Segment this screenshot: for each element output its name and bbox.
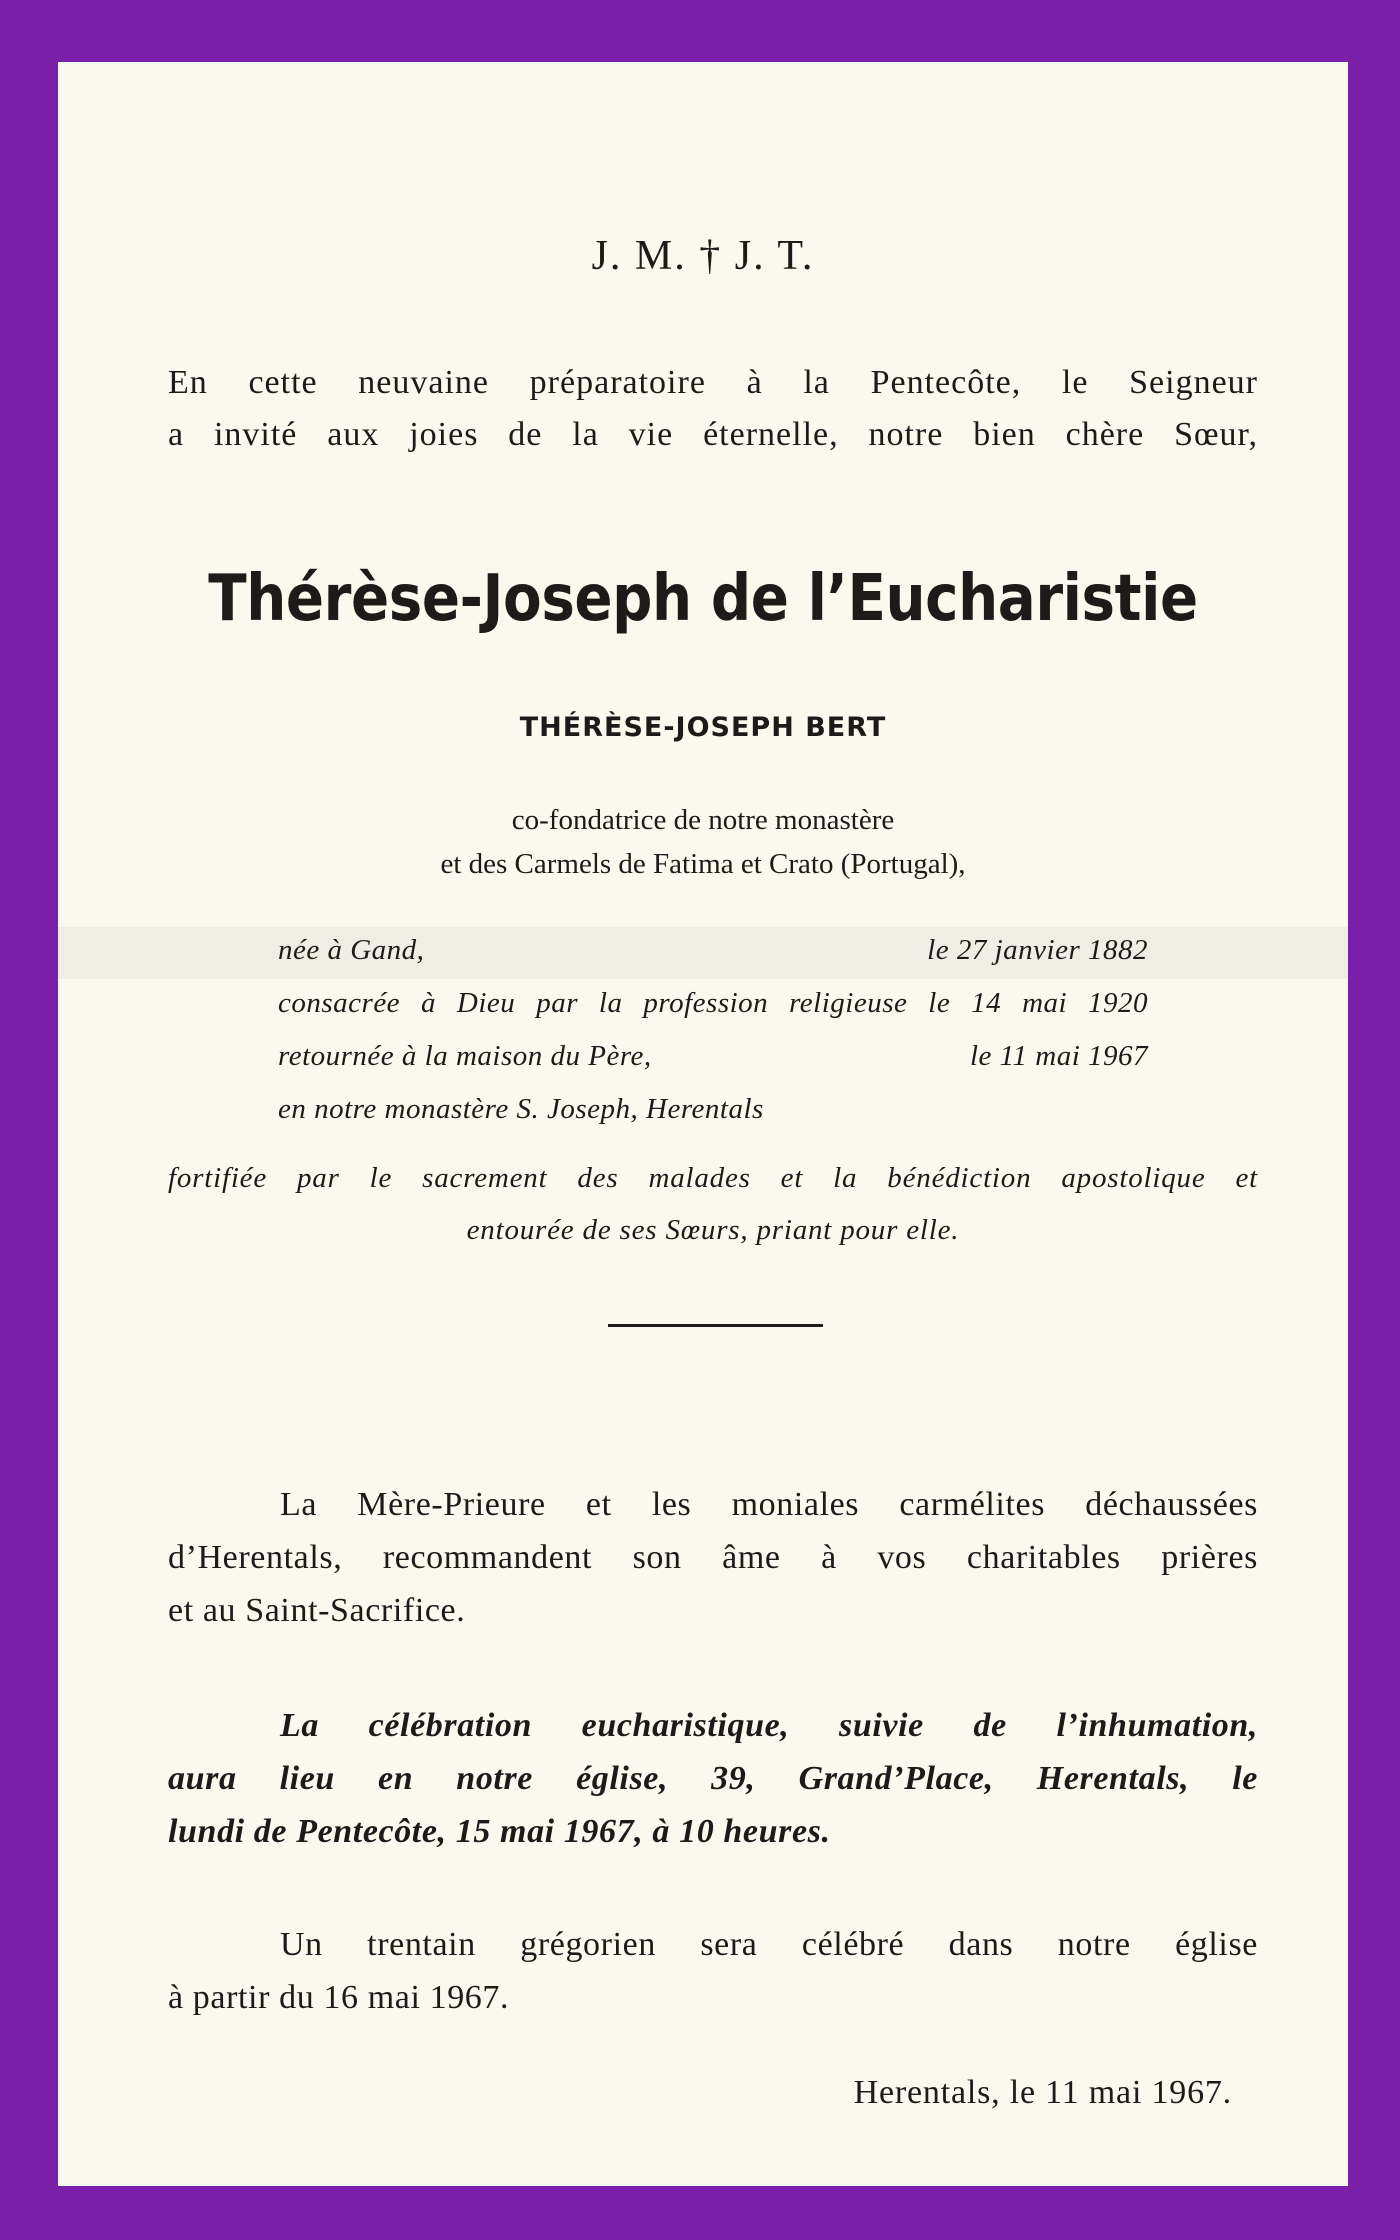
birth-date: le 27 janvier 1882	[927, 934, 1148, 966]
intro-line-1: En cette neuvaine préparatoire à la Pentecôte, le Seigneur	[168, 364, 1258, 401]
death-label: retournée à la maison du Père,	[278, 1040, 652, 1072]
death-date: le 11 mai 1967	[969, 1040, 1148, 1072]
religious-name: Thérèse-Joseph de l’Eucharistie	[208, 562, 1198, 636]
profession-row	[278, 987, 1148, 1040]
intro-line-2: a invité aux joies de la vie éternelle, notre bien chère Sœur,	[168, 416, 1258, 453]
funeral-line-3: lundi de Pentecôte, 15 mai 1967, à 10 heures.	[168, 1813, 831, 1850]
recommendation-line-3: et au Saint-Sacrifice.	[168, 1592, 466, 1629]
recommendation-paragraph	[168, 1486, 1258, 1645]
place-text: en notre monastère S. Joseph, Herentals	[278, 1093, 764, 1125]
funeral-paragraph	[168, 1707, 1258, 1866]
birth-label: née à Gand,	[278, 934, 425, 966]
sacraments-line-2: entourée de ses Sœurs, priant pour elle.	[466, 1214, 960, 1246]
role-line-2: et des Carmels de Fatima et Crato (Portugal),	[440, 848, 966, 880]
sacraments-paragraph	[168, 1162, 1258, 1266]
civil-name: THÉRÈSE-JOSEPH BERT	[519, 712, 887, 743]
intro-paragraph	[168, 364, 1258, 468]
sacraments-line-1: fortifiée par le sacrement des malades et la bénédiction apostolique et	[168, 1162, 1258, 1194]
funeral-line-2: aura lieu en notre église, 39, Grand’Place, Herentals, le	[168, 1760, 1258, 1797]
monogram-header: J. M. † J. T.	[591, 233, 815, 279]
signature-place-date: Herentals, le 11 mai 1967.	[853, 2074, 1232, 2111]
death-row	[278, 1040, 1148, 1093]
card-paper	[58, 62, 1348, 2186]
role-line-1: co-fondatrice de notre monastère	[511, 804, 895, 836]
recommendation-line-1: La Mère-Prieure et les moniales carmélites déchaussées	[280, 1486, 1258, 1523]
place-row	[278, 1093, 1148, 1146]
dates-block	[278, 934, 1148, 1146]
birth-row	[278, 934, 1148, 987]
trentain-line-2: à partir du 16 mai 1967.	[168, 1979, 510, 2016]
funeral-line-1: La célébration eucharistique, suivie de l’inhumation,	[280, 1707, 1258, 1744]
trentain-paragraph	[168, 1926, 1258, 2032]
trentain-line-1: Un trentain grégorien sera célébré dans notre église	[280, 1926, 1258, 1963]
recommendation-line-2: d’Herentals, recommandent son âme à vos charitables prières	[168, 1539, 1258, 1576]
profession-text: consacrée à Dieu par la profession religieuse le 14 mai 1920	[278, 987, 1148, 1019]
divider-rule	[608, 1324, 823, 1327]
